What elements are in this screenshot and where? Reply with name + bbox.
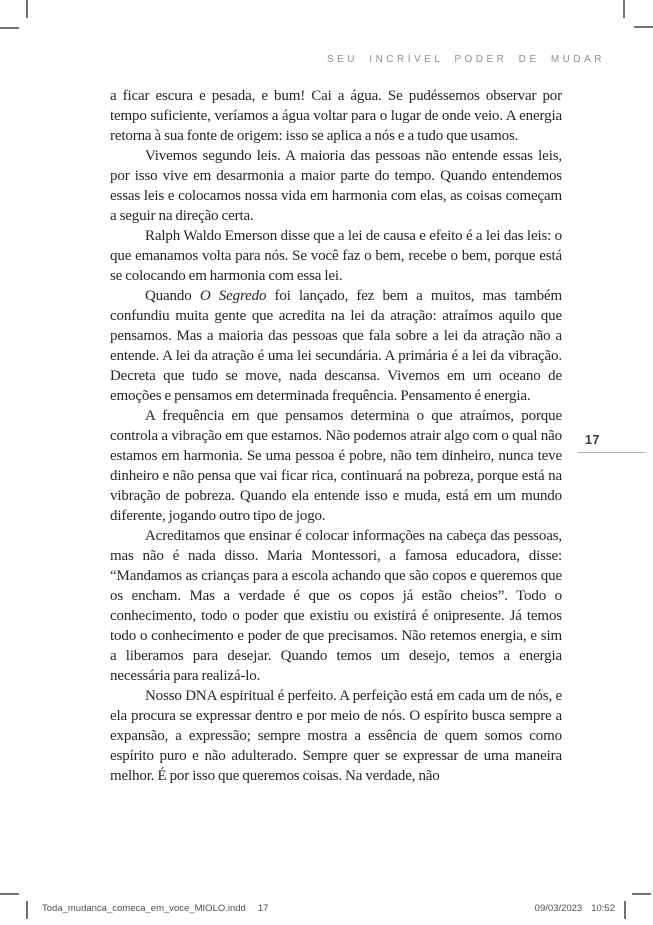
footer-file-name: Toda_mudanca_comeca_em_voce_MIOLO.indd (42, 903, 246, 914)
crop-mark-top-right-vertical (623, 0, 625, 18)
footer-left (42, 903, 268, 914)
crop-mark-bottom-right-vertical (624, 901, 626, 919)
paragraph-text: a ficar escura e pesada, e bum! Cai a água. Se pudéssemos observar por tempo suficiente, veríamos a água voltar para o lugar de onde veio. A energia retorna à sua fonte de origem: isso se aplica a nós e a tudo que usamos. (110, 88, 562, 144)
paragraph-text: Ralph Waldo Emerson disse que a lei de causa e efeito é a lei das leis: o que emanamos volta para nós. Se você faz o bem, recebe o bem, porque está se colocando em harmonia com essa lei. (110, 228, 562, 284)
paragraph-text: Quando (145, 288, 200, 304)
crop-mark-bottom-left-horizontal (0, 893, 19, 895)
paragraph-text: Acreditamos que ensinar é colocar informações na cabeça das pessoas, mas não é nada disso. Maria Montessori, a famosa educadora, disse: “Mandamos as crianças para a escola achando que são copos e queremos que os encham. Mas a verdade é que os copos já estão cheios”. Todo o conhecimento, todo o poder que existiu ou existirá é onipresente. Já temos todo o conhecimento e poder de que precisamos. Não retemos energia, e sim a liberamos para desejar. Quando temos um desejo, temos a energia necessária para realizá-lo. (110, 528, 562, 684)
footer-right (535, 903, 615, 914)
paragraph (110, 226, 562, 286)
paragraph (110, 406, 562, 526)
paragraph (110, 86, 562, 146)
footer-time: 10:52 (591, 903, 615, 914)
paragraph (110, 146, 562, 226)
paragraph-text: Nosso DNA espiritual é perfeito. A perfeição está em cada um de nós, e ela procura se expressar dentro e por meio de nós. O espírito busca sempre a expansão, a expressão; sempre mostra a essência de quem somos como espírito puro e não adulterado. Sempre quer se expressar de uma maneira melhor. É por isso que queremos coisas. Na verdade, não (110, 688, 562, 784)
page-number: 17 (585, 433, 600, 447)
crop-mark-top-left-horizontal (0, 27, 19, 29)
crop-mark-top-left-vertical (26, 0, 28, 18)
footer-date: 09/03/2023 (534, 903, 583, 914)
footer-file-page: 17 (257, 903, 269, 914)
crop-mark-bottom-left-vertical (26, 901, 28, 919)
text-block (110, 86, 562, 786)
paragraph (110, 526, 562, 686)
paragraph (110, 686, 562, 786)
paragraph-text: A frequência em que pensamos determina o que atraímos, porque controla a vibração em que estamos. Não podemos atrair algo com o qual não estamos em harmonia. Se uma pessoa é pobre, não tem dinheiro, nunca teve dinheiro e não pensa que vai ficar rica, continuará na pobreza, porque está na vibração de pobreza. Quando ela entende isso e muda, está em um mundo diferente, jogando outro tipo de jogo. (110, 408, 562, 524)
crop-mark-top-right-horizontal (634, 26, 653, 28)
paragraph-text: Vivemos segundo leis. A maioria das pessoas não entende essas leis, por isso vive em desarmonia a maior parte do tempo. Quando entendemos essas leis e colocamos nossa vida em harmonia com elas, as coisas começam a seguir na direção certa. (110, 148, 562, 224)
crop-mark-bottom-right-horizontal (632, 893, 651, 895)
book-title-italic: O Segredo (199, 288, 267, 304)
page-number-rule (578, 452, 645, 453)
paragraph-text: foi lançado, fez bem a muitos, mas também confundiu muita gente que acredita na lei da atração: atraímos aquilo que pensamos. Mas a maioria das pessoas que fala sobre a lei da atração não a entende. A lei da atração é uma lei secundária. A primária é a lei da vibração. Decreta que tudo se move, nada descansa. Vivemos em um oceano de emoções e pensamos em determinada frequência. Pensamento é energia. (110, 288, 562, 404)
running-head: SEU INCRÍVEL PODER DE MUDAR (326, 54, 605, 65)
paragraph (110, 286, 562, 406)
